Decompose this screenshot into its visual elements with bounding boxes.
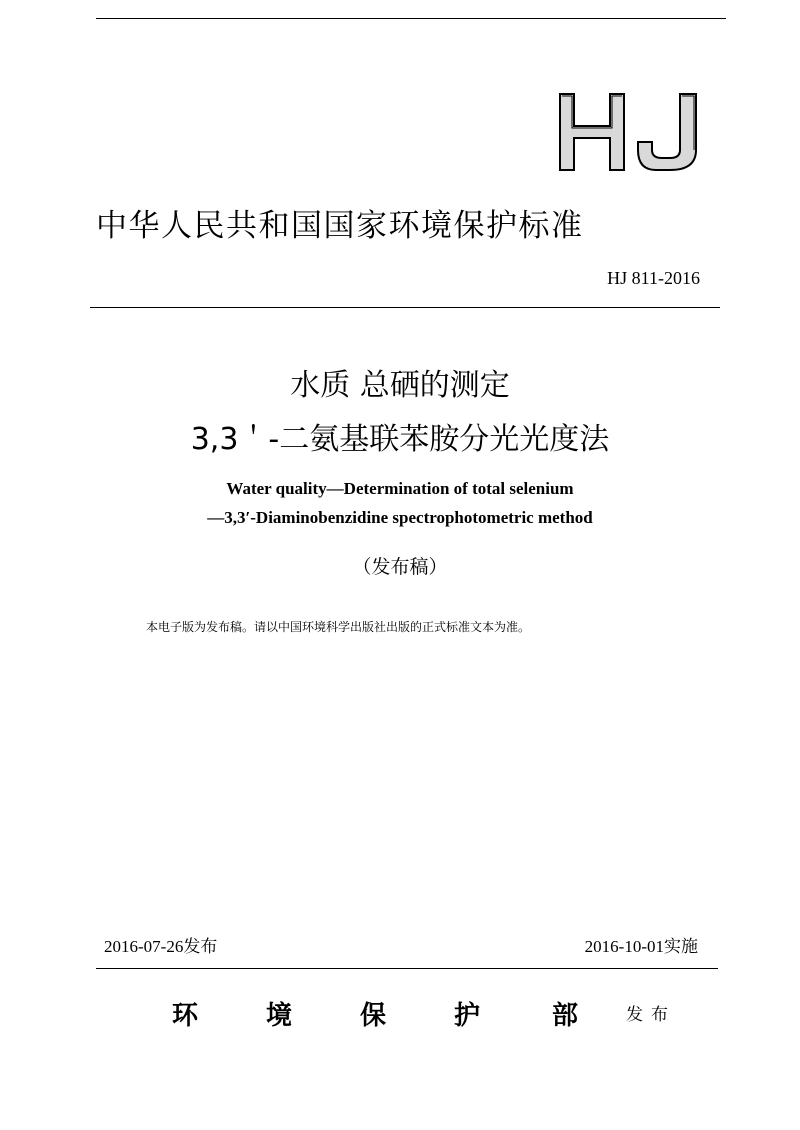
issuer-char: 保	[360, 1001, 387, 1031]
electronic-version-note: 本电子版为发布稿。请以中国环境科学出版社出版的正式标准文本为准。	[146, 620, 531, 634]
issuer-suffix: 发布	[626, 1005, 676, 1025]
title-english-line2: —3,3′-Diaminobenzidine spectrophotometric method	[207, 508, 593, 527]
issuer-char: 护	[454, 1001, 481, 1031]
issuer-char: 环	[172, 1001, 199, 1031]
issuer-char: 境	[266, 1001, 293, 1031]
svg-text:HJ: HJ	[558, 92, 560, 93]
title-english-line1: Water quality—Determination of total selenium	[226, 479, 574, 498]
footer-rule	[96, 968, 718, 969]
title-chinese-line2: 3,3＇-二氨基联苯胺分光光度法	[190, 422, 610, 457]
issuing-department: 中华人民共和国国家环境保护标准	[96, 208, 584, 244]
draft-status: （发布稿）	[352, 556, 448, 578]
issuer-char: 部	[552, 1001, 579, 1031]
implementation-date: 2016-10-01实施	[584, 937, 698, 956]
standard-number: HJ 811-2016	[607, 268, 700, 288]
top-rule	[96, 18, 726, 19]
issue-date: 2016-07-26发布	[104, 937, 218, 956]
title-chinese-line1: 水质 总硒的测定	[290, 368, 510, 403]
hj-logo	[558, 92, 703, 172]
header-rule	[90, 307, 720, 308]
